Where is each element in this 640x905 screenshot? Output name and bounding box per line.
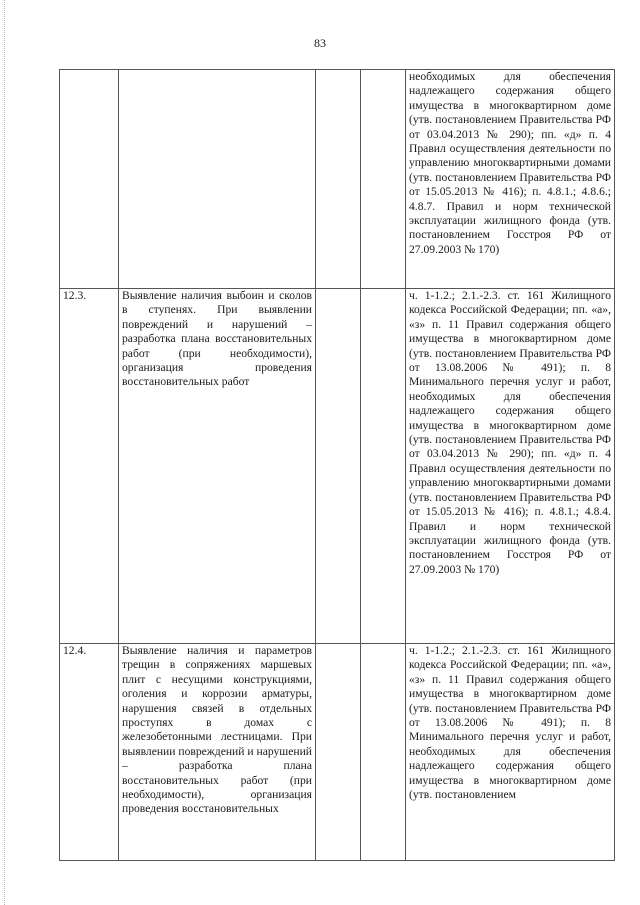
row-number-cell: 12.4.: [60, 644, 119, 861]
scan-edge: [4, 0, 6, 905]
legal-basis-cell: ч. 1-1.2.; 2.1.-2.3. ст. 161 Жилищного кодекса Российской Федерации; пп. «а», «з» п. 11 Правил содержания общего имущества в многоквартирном доме (утв. постановлением Правительства РФ от 13.08.2006 № 491); п. 8 Минимального перечня услуг и работ, необходимых для обеспечения надлежащего содержания общего имущества в многоквартирном доме (утв. постановлением: [406, 644, 615, 861]
work-description-cell: Выявление наличия и параметров трещин в сопряжениях маршевых плит с несущими конструкциями, оголения и коррозии арматуры, нарушения связей в отдельных проступях в домах с железобетонными лестницами. При выявлении повреждений и нарушений – разработка плана восстановительных работ (при необходимости), организация проведения восстановительных: [119, 644, 316, 861]
requirements-table: [59, 69, 615, 861]
work-description-cell: [119, 70, 316, 289]
empty-cell: [361, 70, 406, 289]
table-row: [60, 70, 615, 289]
empty-cell: [316, 644, 361, 861]
empty-cell: [361, 289, 406, 644]
table-row: [60, 644, 615, 861]
row-number-cell: [60, 70, 119, 289]
table-row: [60, 289, 615, 644]
empty-cell: [361, 644, 406, 861]
work-description-cell: Выявление наличия выбоин и сколов в ступенях. При выявлении повреждений и нарушений – разработка плана восстановительных работ (при необходимости), организация проведения восстановительных работ: [119, 289, 316, 644]
empty-cell: [316, 70, 361, 289]
empty-cell: [316, 289, 361, 644]
page-number: 83: [314, 36, 326, 50]
legal-basis-cell: необходимых для обеспечения надлежащего содержания общего имущества в многоквартирном доме (утв. постановлением Правительства РФ от 03.04.2013 № 290); пп. «д» п. 4 Правил осуществления деятельности по управлению многоквартирными домами (утв. постановлением Правительства РФ от 15.05.2013 № 416); п. 4.8.1.; 4.8.6.; 4.8.7. Правил и норм технической эксплуатации жилищного фонда (утв. постановлением Госстроя РФ от 27.09.2003 № 170): [406, 70, 615, 289]
row-number-cell: 12.3.: [60, 289, 119, 644]
legal-basis-cell: ч. 1-1.2.; 2.1.-2.3. ст. 161 Жилищного кодекса Российской Федерации; пп. «а», «з» п. 11 Правил содержания общего имущества в многоквартирном доме (утв. постановлением Правительства РФ от 13.08.2006 № 491); п. 8 Минимального перечня услуг и работ, необходимых для обеспечения надлежащего содержания общего имущества в многоквартирном доме (утв. постановлением Правительства РФ от 03.04.2013 № 290); пп. «д» п. 4 Правил осуществления деятельности по управлению многоквартирными домами (утв. постановлением Правительства РФ от 15.05.2013 № 416); п. 4.8.1.; 4.8.4. Правил и норм технической эксплуатации жилищного фонда (утв. постановлением Госстроя РФ от 27.09.2003 № 170): [406, 289, 615, 644]
